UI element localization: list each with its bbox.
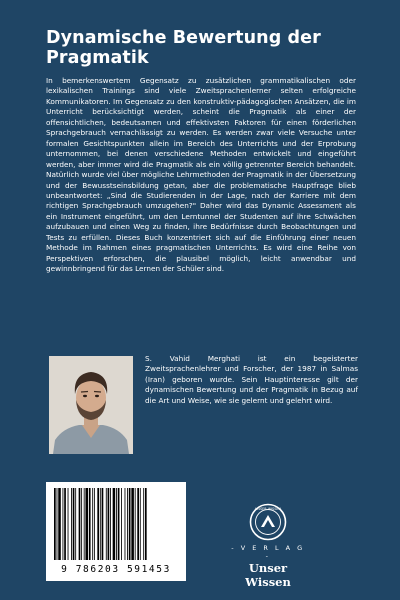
- publisher-seal-icon: [249, 503, 287, 541]
- book-blurb: In bemerkenswertem Gegensatz zu zusätzlichen grammatikalischen oder lexikalischen Trainings sind viele Zweitsprachenlerner selten erfolgreiche Kommunikatoren. Im Gegensatz zu den konstruktiv-pädagogischen Ansätzen, die im Unterricht berücksichtigt werden, scheint die Pragmatik als einer der offensichtlichen, bedeutsamen und effektivsten Faktoren für einen förderlichen Sprachgebrauch vernachlässigt zu werden. Es werden zwar viele Versuche unter formalen Gesichtspunkten allein im Bereich des Unterrichts und der Erprobung unternommen, bei denen verschiedene Methoden entwickelt und eingeführt werden, aber immer wird die Pragmatik als ein völlig getrennter Bereich behandelt. Natürlich wurde viel über mögliche Lehrmethoden der Pragmatik in der Übersetzung und der Bewusstseinsbildung getan, aber die problematische Hauptfrage blieb unbeantwortet: „Sind die Studierenden in der Lage, nach der Karriere mit dem richtigen Sprachgebrauch umzugehen?" Daher wird das Dynamic Assessment als ein Instrument eingeführt, um den Lerntunnel der Studenten auf ihre Schwächen aufzubauen und einen Weg zu finden, ihre Bedürfnisse durch Beobachtungen und Tests zu erfüllen. Dieses Buch konzentriert sich auf die Einführung einer neuen Methode im Rahmen eines pragmatischen Unterrichts. Es wird eine Reihe von Perspektiven erforschen, die plausibel möglich, leicht anwendbar und gewinnbringend für das Lernen der Schüler sind.: [46, 76, 356, 274]
- author-photo: [49, 356, 133, 454]
- isbn-digits: 9 786203 591453: [61, 564, 171, 575]
- publisher-verlag-label: - V E R L A G -: [231, 544, 305, 560]
- book-title-line-2: Pragmatik: [46, 48, 149, 68]
- barcode-bars: [52, 488, 180, 562]
- isbn-barcode: [46, 482, 186, 581]
- publisher-logo: [228, 503, 308, 589]
- author-portrait-illustration: [49, 356, 133, 454]
- svg-text:UNSER WISSEN: UNSER WISSEN: [254, 507, 282, 511]
- book-title: [46, 28, 366, 68]
- publisher-name: Unser Wissen: [245, 561, 291, 589]
- author-bio: S. Vahid Merghati ist ein begeisterter Zweitsprachenlehrer und Forscher, der 1987 in Salmas (Iran) geboren wurde. Sein Hauptinteresse gilt der dynamischen Bewertung und der Pragmatik in Bezug auf die Art und Weise, wie sie gelernt und gelehrt wird.: [145, 354, 358, 405]
- book-title-line-1: Dynamische Bewertung der: [46, 28, 321, 48]
